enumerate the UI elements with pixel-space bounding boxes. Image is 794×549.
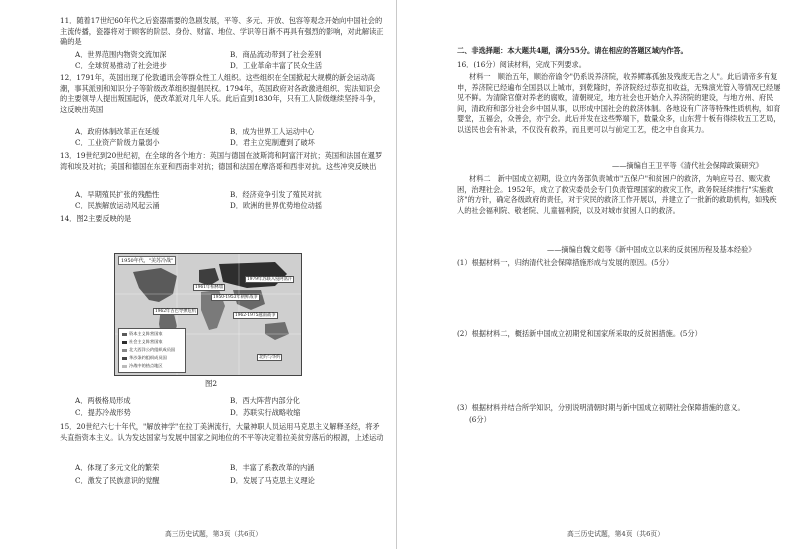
material-1-text: 材料一 顺治五年，顺治帝谕令"仍系说养济院，收养鳏寡孤独及残废无告之人"。此后请帝多有复申，养济院已经遍布全国县以上城市，到乾隆时，养济院经过恭克扣收益，无殊演光管入等情况已经屡见不鲜。为清除官僚对养老的腐败，清朝规定，地方社会也开始介入养济院的建设，与地方州、府民间，清政府和部分社会乡中国从事，以形成中国社会的救济体制。各地设有广济等特殊性质机构，如育婴堂，五福会，众善会，亦宁会。此后并发在这些弊端下，数量众多，山东营十板有得续收五工艺局，以送民也会有补录，不仅没有救养，而且更可以与前定工艺，使之中自食其力。 bbox=[457, 72, 781, 134]
question-13-stem: 13．19世纪到20世纪初，在全球的各个地方：英国与德国在波斯湾和阿富汗对抗；英国和法国在暹罗湾和埃及对抗；美国和德国在东亚和西南非对抗；德国和法国在摩洛哥和西非对抗。这些冲突反映出 bbox=[60, 151, 383, 171]
q15-option-d[interactable]: D．发展了马克思主义理论 bbox=[230, 476, 315, 485]
sub-question-3: (3）根据材料并结合所学知识，分别说明清朝时期与新中国成立初期社会保障措施的意义。 bbox=[457, 403, 745, 412]
material-2-source: ——摘编自魏文彪等《新中国成立以来的反贫困历程及基本经验》 bbox=[547, 245, 756, 254]
question-15-stem: 15．20世纪六七十年代，"解放神学"在拉丁美洲流行，大量神职人员运用马克思主义解释圣经，将矛头直指资本主义。认为发达国家与发展中国家之间地位的不平等决定着拉美贫穷落后的根源，上述运动 bbox=[60, 422, 384, 442]
q14-option-c[interactable]: C．提苏冷战形势 bbox=[75, 408, 131, 417]
material-1-source: ——摘编自王卫平等《清代社会保障政策研究》 bbox=[612, 161, 763, 170]
map-label-cuban-crisis: 1962年古巴导弹危机 bbox=[155, 309, 197, 314]
q13-option-a[interactable]: A．早期殖民扩张的残酷性 bbox=[75, 190, 160, 199]
q13-option-d[interactable]: D．欧洲的世界优势地位动摇 bbox=[230, 201, 323, 210]
map-label-berlin-wall: 1961年柏林墙 bbox=[195, 285, 224, 290]
q12-option-a[interactable]: A．政府体制改革正在延缓 bbox=[75, 127, 160, 136]
q11-option-d[interactable]: D．工业革命丰富了民众生活 bbox=[230, 61, 323, 70]
cold-war-world-map bbox=[114, 253, 302, 376]
question-12-stem: 12．1791年，英国出现了伦敦通讯会等群众性工人组织。这些组织在全国掀起大规模的新会运动高潮，事其派别和知识分子等阶级改革组织提倡民权。1794年，英国政府对各政激进组织、宪法知识会的主要领导人提出叛国起诉，使改革派对几年人乐。此后直到1830年，只有工人阶级继续坚持斗争，这反映出英国 bbox=[60, 73, 381, 114]
q13-option-b[interactable]: B．经济竞争引发了殖民对抗 bbox=[230, 190, 322, 199]
q12-option-b[interactable]: B．成为世界工人运动中心 bbox=[230, 127, 315, 136]
q15-option-a[interactable]: A．体现了多元文化的繁荣 bbox=[75, 463, 160, 472]
sub-question-3-points: (6分） bbox=[469, 415, 491, 424]
q14-option-b[interactable]: B．西大阵营内部分化 bbox=[230, 396, 300, 405]
q14-option-d[interactable]: D．苏联实行战略收缩 bbox=[230, 408, 301, 417]
legend-item: 冷战中的热点地区 bbox=[122, 363, 163, 368]
map-label-korean-war: 1950-1953年朝鲜战争 bbox=[213, 295, 258, 300]
q11-option-a[interactable]: A．世界范围内物资交流加深 bbox=[75, 50, 167, 59]
legend-item: 华沙条约组织成员国 bbox=[122, 355, 167, 360]
figure-caption: 图2 bbox=[205, 379, 218, 388]
q11-option-b[interactable]: B．商品流动带到了社会差别 bbox=[230, 50, 322, 59]
q13-option-c[interactable]: C．民族解放运动风起云涌 bbox=[75, 201, 160, 210]
page-footer-3: 高三历史试题，第3页（共6页） bbox=[165, 530, 263, 538]
map-label-afghanistan: 1979年苏联入侵阿富汗 bbox=[247, 277, 293, 282]
sub-question-1: (1）根据材料一，归纳清代社会保障措施形成与发展的原因。(5分） bbox=[457, 258, 674, 267]
map-title: 1950年代，"美苏冷战" bbox=[118, 256, 176, 265]
question-16-title: 16．(16分）阅读材料，完成下列要求。 bbox=[457, 60, 586, 69]
question-11-stem: 11．随着17世纪60年代之后瓷器需要的急剧发展，平等、多元、开放、包容等观念开始向中国社会的主流传播，瓷器将对于顾客的阶层、身份、财富、地位、学识等日渐不再具有强烈的影响，对此解读正确的是 bbox=[60, 16, 384, 46]
q15-option-b[interactable]: B．丰富了系教改革的内涵 bbox=[230, 463, 315, 472]
question-14-stem: 14．图2主要反映的是 bbox=[60, 214, 132, 223]
legend-item: 资本主义阵营国家 bbox=[122, 331, 163, 336]
map-label-nato-warsaw: 北约与华约 bbox=[259, 355, 281, 360]
q15-option-c[interactable]: C．激发了民族意识的觉醒 bbox=[75, 476, 160, 485]
exam-page-4 bbox=[397, 0, 794, 549]
legend-item: 社会主义阵营国家 bbox=[122, 339, 163, 344]
sub-question-2: (2）根据材料二，概括新中国成立初期党和国家所采取的反贫困措施。(5分） bbox=[457, 329, 702, 338]
map-legend bbox=[118, 328, 186, 373]
q12-option-d[interactable]: D．君主立宪制遭到了破坏 bbox=[230, 138, 315, 147]
q11-option-c[interactable]: C．全球贸易推动了社会进步 bbox=[75, 61, 167, 70]
legend-item: 北大西洋公约组织成员国 bbox=[122, 347, 175, 352]
q14-option-a[interactable]: A．两极格局形成 bbox=[75, 396, 131, 405]
section-title: 二、非选择题：本大题共4题，满分55分。请在相应的答题区域内作答。 bbox=[457, 46, 688, 55]
map-label-vietnam-war: 1962-1975越南战争 bbox=[235, 313, 276, 318]
page-footer-4: 高三历史试题，第4页（共6页） bbox=[567, 530, 665, 538]
material-2-text: 材料二 新中国成立初期，设立内务部负责城市"五保户"和贫困户的救济，为响应号召、赈灾救困，治理社会。1952年，成立了救灾委员会专门负责管理国家的救灾工作，政务院延续推行"实施救济"的方针，确定各级政府的责任，对于灾民的救济工作开展以，并建立了一批新的救助机构，如残疾人的社会福利院、敬老院、儿童福利院，以及对城市贫困人口的救济。 bbox=[457, 174, 777, 215]
q12-option-c[interactable]: C．工业资产阶级力量弱小 bbox=[75, 138, 160, 147]
